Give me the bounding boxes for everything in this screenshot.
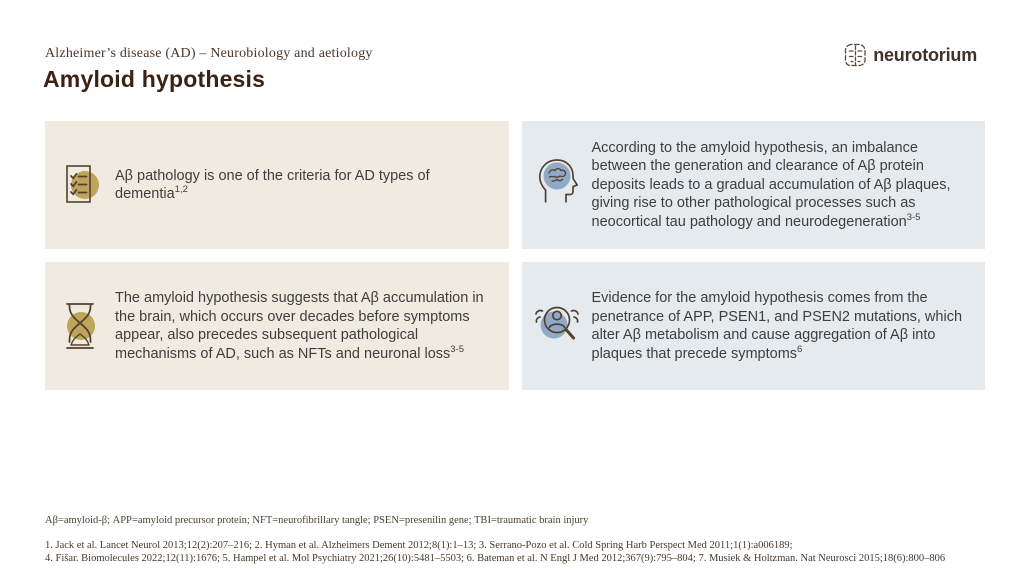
references-line-2: 4. Fišar. Biomolecules 2022;12(11):1676; 5. Hampel et al. Mol Psychiatry 2021;26(10):5481–5503; 6. Bateman et al. N Engl J Med 2012;367(9):795–804; 7. Musiek & Holtzman. Nat Neurosci 2015;18(6):800–806 bbox=[45, 553, 946, 564]
checklist-document-icon bbox=[45, 162, 115, 208]
hourglass-icon bbox=[45, 299, 115, 353]
neurotorium-logo bbox=[843, 42, 977, 69]
slide-eyebrow: Alzheimer’s disease (AD) – Neurobiology and aetiology bbox=[45, 46, 373, 61]
abbreviations-footnote: Aβ=amyloid-β; APP=amyloid precursor protein; NFT=neurofibrillary tangle; PSEN=presenilin gene; TBI=traumatic brain injury bbox=[45, 515, 589, 526]
card-text: The amyloid hypothesis suggests that Aβ accumulation in the brain, which occurs over decades before symptoms appear, also precedes subsequent pathological mechanisms of AD, such as NFTs and neuronal loss$^{3-5}$ bbox=[115, 290, 484, 362]
person-magnifier-icon bbox=[522, 300, 592, 352]
card-criteria bbox=[45, 121, 509, 249]
logo-wordmark: neurotorium bbox=[873, 45, 977, 65]
reference-superscript: 1,2 bbox=[174, 184, 188, 196]
card-text: According to the amyloid hypothesis, an imbalance between the generation and clearance of Aβ protein deposits leads to a gradual accumulation of Aβ plaques, giving rise to other pathological processes such as neocortical tau pathology and neurodegeneration$^{3-5}$ bbox=[591, 139, 951, 230]
reference-superscript: 3-5 bbox=[906, 211, 921, 223]
page-title: Amyloid hypothesis bbox=[43, 66, 266, 92]
card-evidence bbox=[522, 262, 986, 390]
card-imbalance bbox=[522, 121, 986, 249]
reference-superscript: 6 bbox=[797, 343, 803, 355]
reference-superscript: 3-5 bbox=[450, 343, 464, 355]
cards-grid bbox=[45, 121, 985, 390]
card-timeline bbox=[45, 262, 509, 390]
references bbox=[45, 539, 945, 565]
head-brain-icon bbox=[522, 156, 592, 214]
references-line-1: 1. Jack et al. Lancet Neurol 2013;12(2):207–216; 2. Hyman et al. Alzheimers Dement 2012;8(1):1–13; 3. Serrano-Pozo et al. Cold Spring Harb Perspect Med 2011;1(1):a006189; bbox=[45, 540, 793, 551]
brain-logo-icon bbox=[843, 42, 868, 69]
card-text: Aβ pathology is one of the criteria for AD types of dementia$^{1,2}$ bbox=[115, 167, 430, 202]
card-text: Evidence for the amyloid hypothesis comes from the penetrance of APP, PSEN1, and PSEN2 mutations, which alter Aβ metabolism and cause aggregation of Aβ into plaques that precede symptoms$^6$ bbox=[591, 290, 963, 362]
